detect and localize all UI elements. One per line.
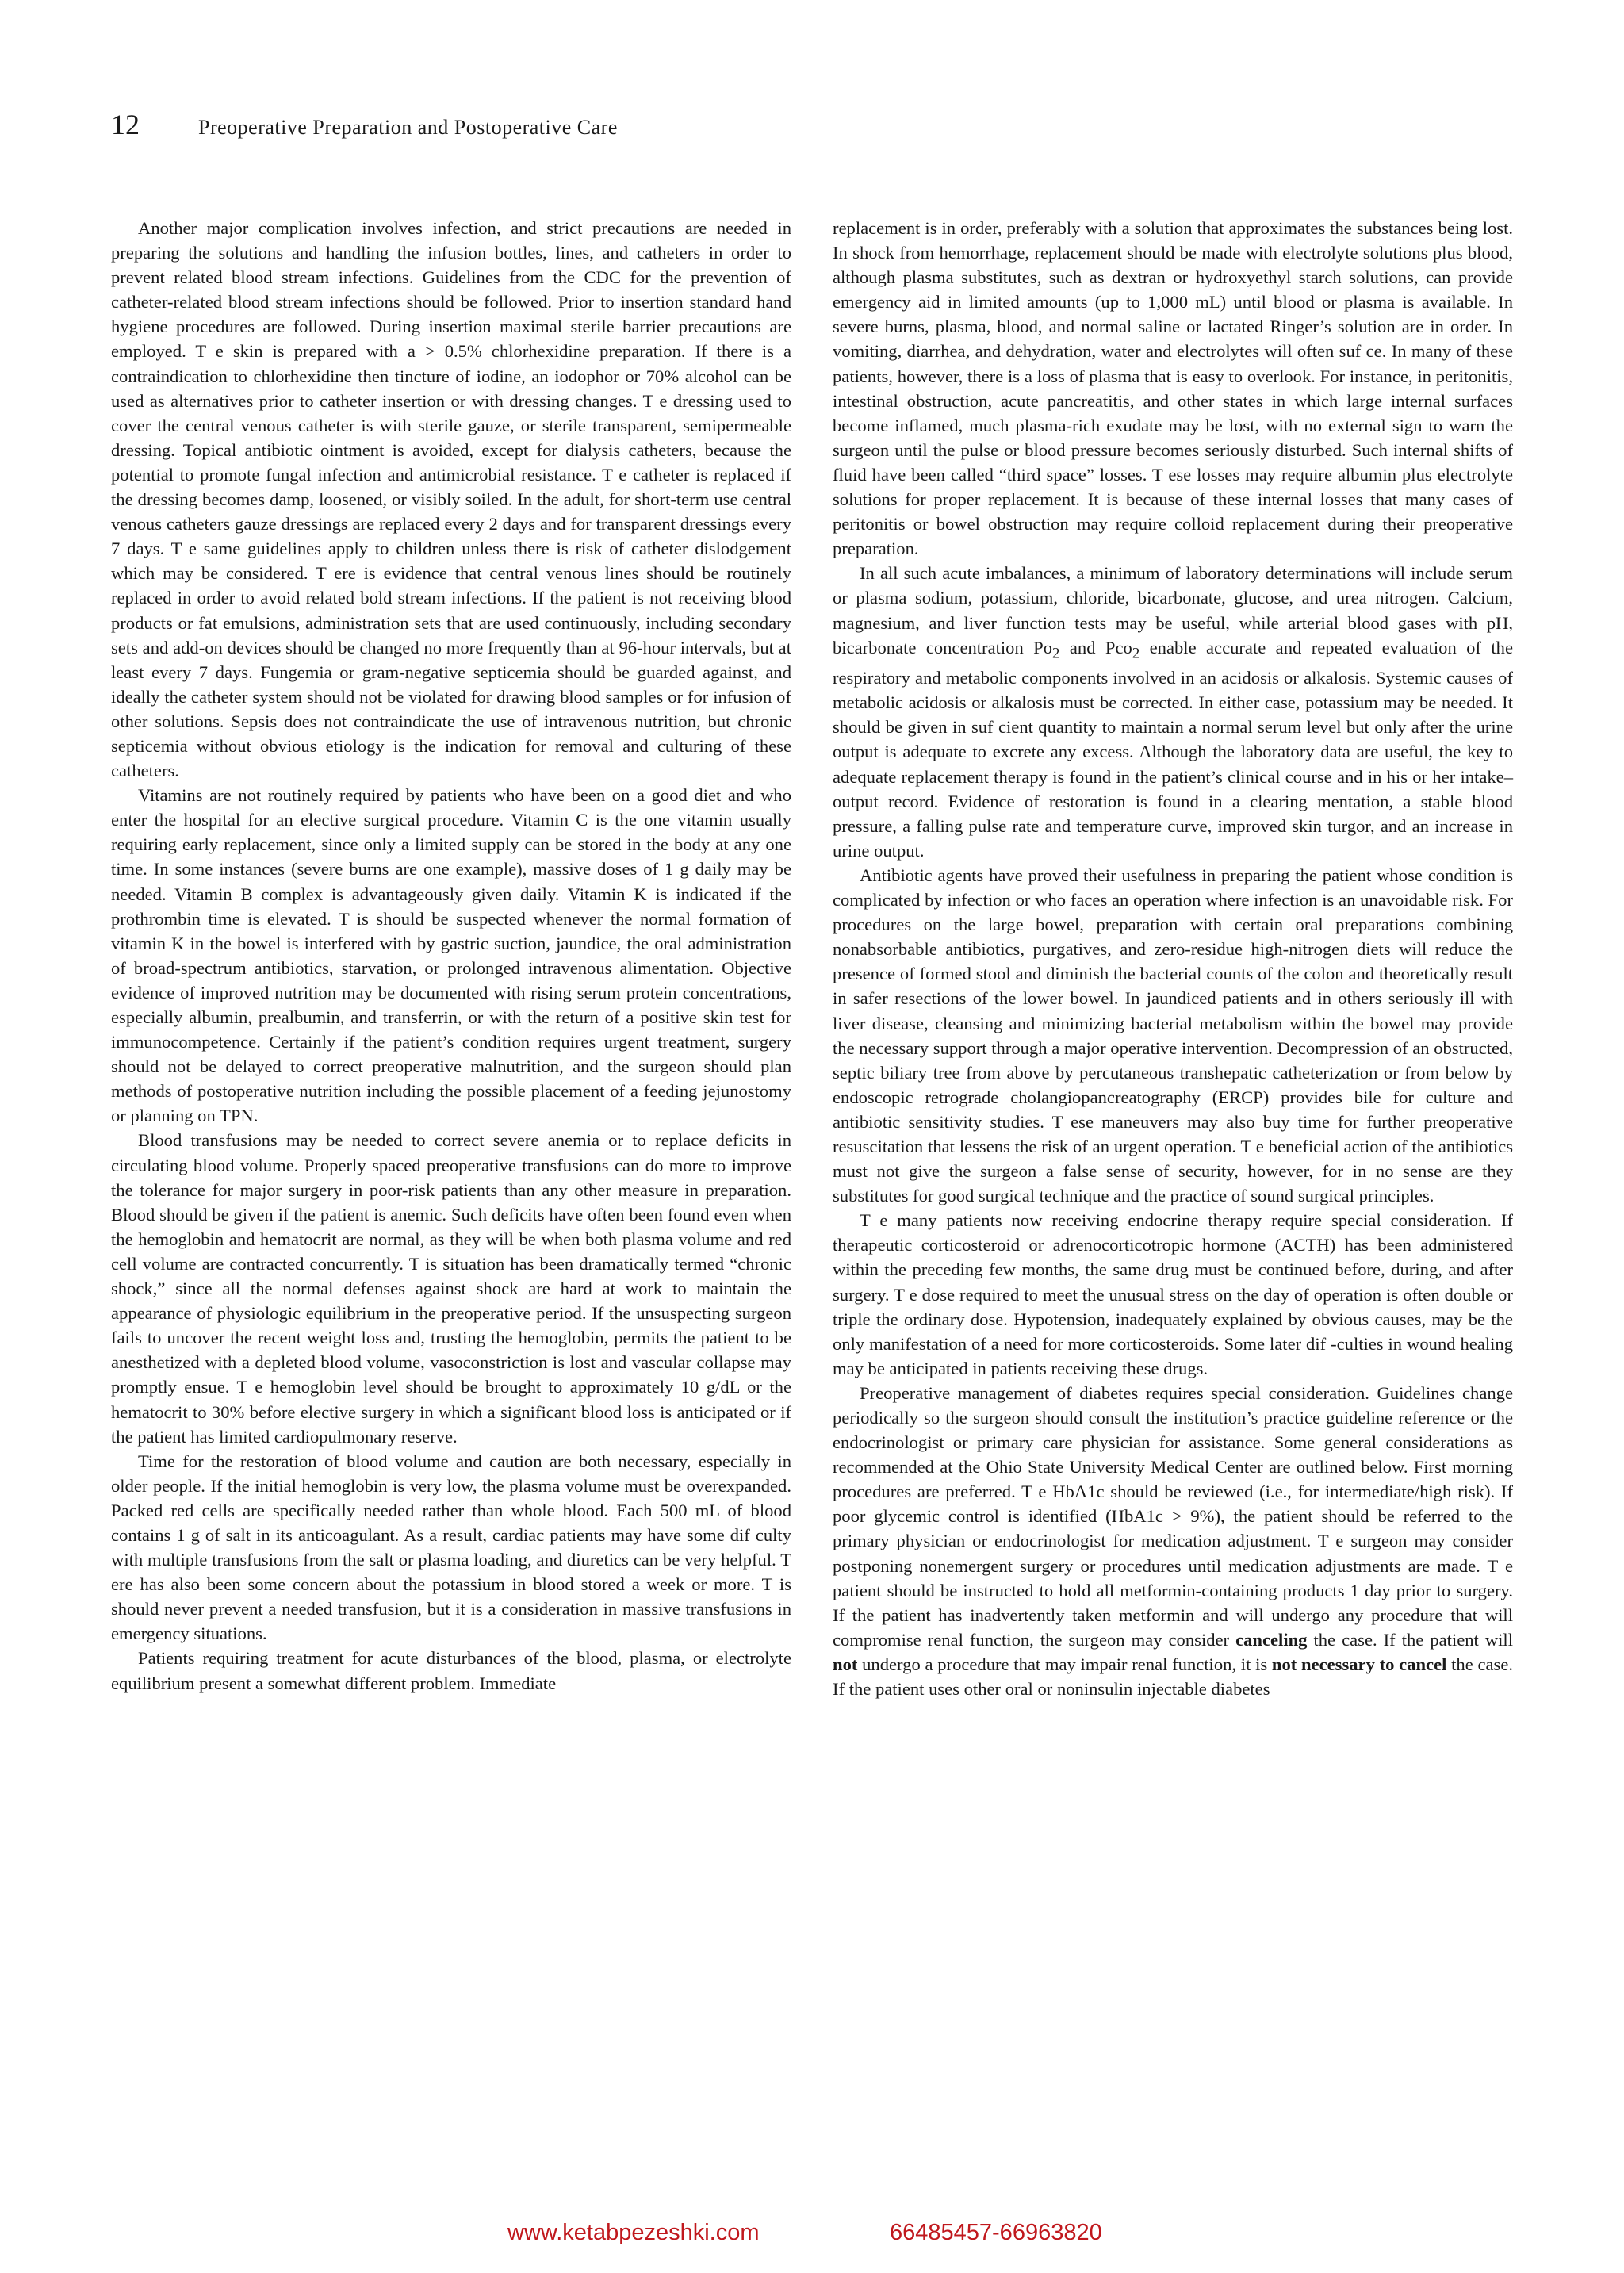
paragraph-antibiotic-agents: Antibiotic agents have proved their usefulness in preparing the patient whose condition is complicated by infection or who faces an operation where infection is an unavoidable risk. For procedures on the large bowel, preparation with certain oral preparations combining nonabsorbable antibiotics, purgatives, and zero-residue high-nitrogen diets will reduce the presence of formed stool and diminish the bacterial counts of the colon and theoretically result in safer resections of the lower bowel. In jaundiced patients and in others seriously ill with liver disease, cleansing and minimizing bacterial metabolism within the bowel may provide the necessary support through a major operative intervention. Decompression of an obstructed, septic biliary tree from above by percutaneous transhepatic catheterization or from below by endoscopic retrograde cholangiopancreatography (ERCP) provides bile for culture and antibiotic sensitivity studies. T ese maneuvers may also buy time for further preoperative resuscitation that lessens the risk of an urgent operation. T e beneficial action of the antibiotics must not give the surgeon a false sense of security, however, for in no sense are they substitutes for good surgical technique and the practice of sound surgical principles.: [833, 864, 1513, 1206]
text-run: Preoperative management of diabetes requires special consideration. Guidelines change periodically so the surgeon should consult the institution’s practice guideline reference or the endocrinologist or primary care physician for assistance. Some general considerations as recommended at the Ohio State University Medical Center are outlined below. First morning procedures are preferred. T e HbA1c should be reviewed (i.e., for intermediate/high risk). If poor glycemic control is identified (HbA1c > 9%), the patient should be referred to the primary physician or endocrinologist for medication adjustment. T e surgeon may consider postponing nonemergent surgery or procedures until medication adjustments are made. T e patient should be instructed to hold all metformin-containing products 1 day prior to surgery. If the patient has inadvertently taken metformin and will undergo any procedure that will compromise renal function, the surgeon may consider: [833, 1382, 1513, 1650]
paragraph-vitamins: Vitamins are not routinely required by patients who have been on a good diet and who enter the hospital for an elective surgical procedure. Vitamin C is the one vitamin usually requiring early replacement, since only a limited supply can be stored in the body at any one time. In some instances (severe burns are one example), massive doses of 1 g daily may be needed. Vitamin B complex is advantageously given daily. Vitamin K is indicated if the prothrombin time is elevated. T is should be suspected whenever the normal formation of vitamin K in the bowel is interfered with by gastric suction, jaundice, the oral administration of broad-spectrum antibiotics, starvation, or prolonged intravenous alimentation. Objective evidence of improved nutrition may be documented with rising serum protein concentrations, especially albumin, prealbumin, and transferrin, or with the return of a positive skin test for immunocompetence. Certainly if the patient’s condition requires urgent treatment, surgery should not be delayed to correct preoperative malnutrition, and the surgeon should plan methods of postoperative nutrition including the possible placement of a feeding jejunostomy or planning on TPN.: [111, 785, 791, 1126]
text-run: In all such acute imbalances, a minimum of laboratory determinations will include serum or plasma sodium, potassium, chloride, bicarbonate, glucose, and urea nitrogen. Calcium, magnesium, and liver function tests may be useful, while arterial blood gases with pH, bicarbonate concentration Po: [833, 563, 1513, 657]
footer-watermark: [0, 2220, 1624, 2252]
paragraph-replacement-continued: replacement is in order, preferably with a solution that approximates the substances being lost. In shock from hemorrhage, replacement should be made with electrolyte solutions plus blood, although plasma substitutes, such as dextran or hydroxyethyl starch solutions, can provide emergency aid in limited amounts (up to 1,000 mL) until blood or plasma is available. In severe burns, plasma, blood, and normal saline or lactated Ringer’s solution are in order. In vomiting, diarrhea, and dehydration, water and electrolytes will often suf ce. In many of these patients, however, there is a loss of plasma that is easy to overlook. For instance, in peritonitis, intestinal obstruction, acute pancreatitis, and other states in which large internal surfaces become inflamed, much plasma-rich exudate may be lost, with no external sign to warn the surgeon until the pulse or blood pressure becomes seriously disturbed. Such internal shifts of fluid have been called “third space” losses. T ese losses may require albumin plus electrolyte solutions for proper replacement. It is because of these internal losses that many cases of peritonitis or bowel obstruction may require colloid replacement during their preoperative preparation.: [833, 218, 1513, 559]
running-title: Preoperative Preparation and Postoperative Care: [198, 116, 618, 139]
bold-text: not: [833, 1654, 858, 1674]
text-run: enable accurate and repeated evaluation of the respiratory and metabolic components involved in an acidosis or alkalosis. Systemic causes of metabolic acidosis or alkalosis must be corrected. In either case, potassium may be needed. It should be given in suf cient quantity to maintain a normal serum level but only after the urine output is adequate to excrete any excess. Although the laboratory data are useful, the key to adequate replacement therapy is found in the patient’s clinical course and in his or her intake–output record. Evidence of restoration is found in a clearing mentation, a stable blood pressure, a falling pulse rate and temperature curve, improved skin turgor, and an increase in urine output.: [833, 637, 1514, 861]
text-run: undergo a procedure that may impair renal function, it is: [857, 1654, 1272, 1674]
right-column: [833, 216, 1513, 1701]
paragraph-blood-transfusions: Blood transfusions may be needed to correct severe anemia or to replace deficits in circulating blood volume. Properly spaced preoperative transfusions can do more to improve the tolerance for major surgery in poor-risk patients than any other measure in preparation. Blood should be given if the patient is anemic. Such deficits have often been found even when the hemoglobin and hematocrit are normal, as they will be when both plasma volume and red cell volume are contracted concurrently. T is situation has been dramatically termed “chronic shock,” since all the normal defenses against shock are hard at work to maintain the appearance of physiologic equilibrium in the preoperative period. If the unsuspecting surgeon fails to uncover the recent weight loss and, trusting the hemoglobin, permits the patient to be anesthetized with a depleted blood volume, vasoconstriction is lost and vascular collapse may promptly ensue. T e hemoglobin level should be brought to approximately 10 g/dL or the hematocrit to 30% before elective surgery in which a significant blood loss is anticipated or if the patient has limited cardiopulmonary reserve.: [111, 1130, 791, 1447]
text-run: the case. If the patient will: [1307, 1629, 1513, 1650]
paragraph-catheter-infection: Another major complication involves infection, and strict precautions are needed in preparing the solutions and handling the infusion bottles, lines, and catheters in order to prevent related blood stream infections. Guidelines from the CDC for the prevention of catheter-related blood stream infections should be followed. Prior to insertion standard hand hygiene procedures are followed. During insertion maximal sterile barrier precautions are employed. T e skin is prepared with a > 0.5% chlorhexidine preparation. If there is a contraindication to chlorhexidine then tincture of iodine, an iodophor or 70% alcohol can be used as alternatives prior to catheter insertion or with dressing changes. T e dressing used to cover the central venous catheter is with sterile gauze, or sterile transparent, semipermeable dressing. Topical antibiotic ointment is avoided, except for dialysis catheters, because the potential to promote fungal infection and antimicrobial resistance. T e catheter is replaced if the dressing becomes damp, loosened, or visibly soiled. In the adult, for short-term use central venous catheters gauze dressings are replaced every 2 days and for transparent dressings every 7 days. T e same guidelines apply to children unless there is risk of catheter dislodgement which may be considered. T ere is evidence that central venous lines should be routinely replaced in order to avoid related bold stream infections. If the patient is not receiving blood products or fat emulsions, administration sets that are used continuously, including secondary sets and add-on devices should be changed no more frequently than at 96-hour intervals, but at least every 7 days. Fungemia or gram-negative septicemia should be guarded against, and ideally the catheter system should not be violated for drawing blood samples or for infusion of other solutions. Sepsis does not contraindicate the use of intravenous nutrition, but chronic septicemia without obvious etiology is the indication for removal and culturing of these catheters.: [111, 218, 791, 781]
subscript-2: 2: [1132, 645, 1140, 662]
text-run: and Pco: [1059, 637, 1132, 657]
paragraph-laboratory-determinations: [833, 561, 1513, 863]
footer-phone: 66485457-66963820: [890, 2220, 1102, 2245]
paragraph-diabetes-management: [833, 1381, 1513, 1701]
paragraph-blood-volume-restoration: Time for the restoration of blood volume and caution are both necessary, especially in older people. If the initial hemoglobin is very low, the plasma volume must be overexpanded. Packed red cells are specifically needed rather than whole blood. Each 500 mL of blood contains 1 g of salt in its anticoagulant. As a result, cardiac patients may have some dif culty with multiple transfusions from the salt or plasma loading, and diuretics can be very helpful. T ere has also been some concern about the potassium in blood stored a week or more. T is should never prevent a needed transfusion, but it is a consideration in massive transfusions in emergency situations.: [111, 1451, 791, 1644]
left-column: [111, 216, 791, 1696]
running-header: [111, 108, 618, 148]
text-run: the case. If the patient uses other oral or noninsulin injectable diabetes: [833, 1654, 1513, 1700]
bold-text: not necessary to cancel: [1271, 1654, 1447, 1674]
bold-text: canceling: [1235, 1629, 1308, 1650]
page-number: 12: [111, 109, 140, 140]
subscript-2: 2: [1052, 645, 1060, 662]
paragraph-endocrine-therapy: T e many patients now receiving endocrine therapy require special consideration. If therapeutic corticosteroid or adrenocorticotropic hormone (ACTH) has been administered within the preceding few months, the same drug must be continued before, during, and after surgery. T e dose required to meet the unusual stress on the day of operation is often double or triple the ordinary dose. Hypotension, inadequately explained by obvious causes, may be the only manifestation of a need for more corticosteroids. Some later dif -culties in wound healing may be anticipated in patients receiving these drugs.: [833, 1210, 1513, 1378]
footer-website: www.ketabpezeshki.com: [508, 2220, 760, 2245]
paragraph-acute-disturbances: Patients requiring treatment for acute disturbances of the blood, plasma, or electrolyte equilibrium present a somewhat different problem. Immediate: [111, 1648, 791, 1693]
